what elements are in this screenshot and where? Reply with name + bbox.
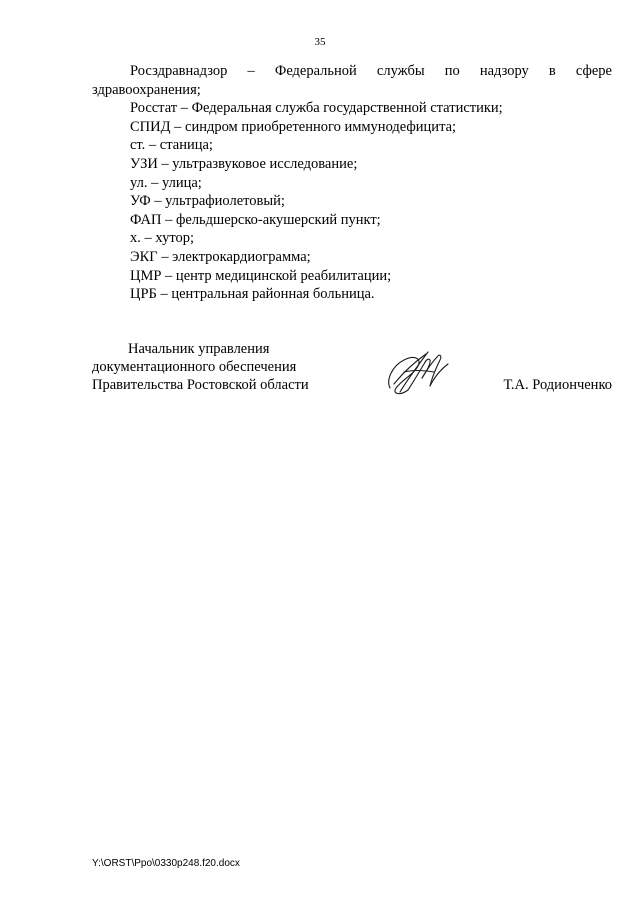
signatory-name: Т.А. Родионченко <box>503 377 612 393</box>
abbreviation-item: х. – хутор; <box>130 230 194 247</box>
abbreviation-item: ФАП – фельдшерско-акушерский пункт; <box>130 211 381 228</box>
handwritten-signature <box>382 344 454 400</box>
abbreviation-item: Росздравнадзор – Федеральной службы по надзору в сфере <box>130 63 612 79</box>
signatory-title-line-3: Правительства Ростовской области <box>92 377 309 393</box>
abbreviation-item: ул. – улица; <box>130 174 202 191</box>
signatory-title-line-2: документационного обеспечения <box>92 359 297 375</box>
page-number: 35 <box>314 36 326 48</box>
signature-block <box>92 340 612 400</box>
abbreviation-item: ЭКГ – электрокардиограмма; <box>130 248 311 265</box>
abbreviation-item-continuation: здравоохранения; <box>92 81 201 98</box>
abbreviation-item: УФ – ультрафиолетовый; <box>130 193 285 210</box>
abbreviation-item: Росстат – Федеральная служба государственной статистики; <box>130 100 503 117</box>
abbreviation-list <box>92 62 612 304</box>
abbreviation-item: ст. – станица; <box>130 137 213 154</box>
abbreviation-item: УЗИ – ультразвуковое исследование; <box>130 155 358 172</box>
abbreviation-item: СПИД – синдром приобретенного иммунодефицита; <box>130 118 457 135</box>
signatory-title-line-1: Начальник управления <box>128 341 270 357</box>
abbreviation-item: ЦМР – центр медицинской реабилитации; <box>130 267 392 284</box>
file-path: Y:\ORST\Ppo\0330p248.f20.docx <box>92 858 240 869</box>
abbreviation-item: ЦРБ – центральная районная больница. <box>130 286 375 303</box>
